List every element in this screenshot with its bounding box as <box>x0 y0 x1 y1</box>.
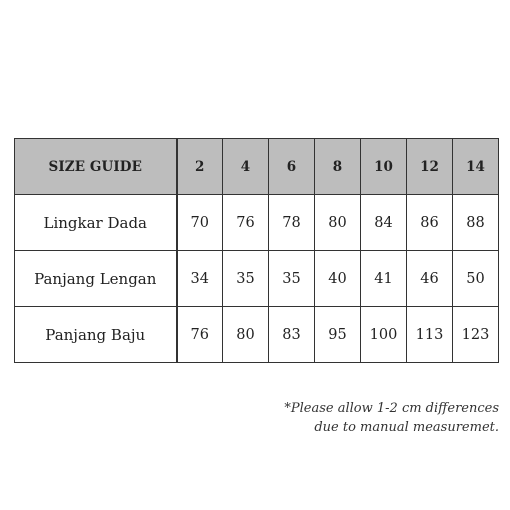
table-cell: 41 <box>361 251 407 307</box>
table-cell: 40 <box>315 251 361 307</box>
size-header: 6 <box>269 139 315 195</box>
table-cell: 100 <box>361 307 407 363</box>
table-cell: 95 <box>315 307 361 363</box>
size-guide-table <box>14 138 499 363</box>
table-row <box>15 307 499 363</box>
table-cell: 35 <box>269 251 315 307</box>
measurement-note <box>284 399 499 437</box>
table-cell: 80 <box>223 307 269 363</box>
size-header: 12 <box>407 139 453 195</box>
header-row <box>15 139 499 195</box>
size-header: 2 <box>177 139 223 195</box>
size-header: 8 <box>315 139 361 195</box>
table-cell: 76 <box>177 307 223 363</box>
table-cell: 35 <box>223 251 269 307</box>
size-guide-title: SIZE GUIDE <box>15 139 177 195</box>
table-cell: 84 <box>361 195 407 251</box>
table-cell: 50 <box>453 251 499 307</box>
table-cell: 86 <box>407 195 453 251</box>
table-row <box>15 251 499 307</box>
size-header: 4 <box>223 139 269 195</box>
table-cell: 123 <box>453 307 499 363</box>
table-cell: 70 <box>177 195 223 251</box>
table-row <box>15 195 499 251</box>
table-cell: 76 <box>223 195 269 251</box>
table-cell: 113 <box>407 307 453 363</box>
table-cell: 83 <box>269 307 315 363</box>
table-cell: 78 <box>269 195 315 251</box>
table-cell: 34 <box>177 251 223 307</box>
table-cell: 46 <box>407 251 453 307</box>
size-header: 10 <box>361 139 407 195</box>
size-header: 14 <box>453 139 499 195</box>
note-line-1: *Please allow 1-2 cm differences <box>284 401 499 416</box>
row-label: Panjang Baju <box>15 307 177 363</box>
table-cell: 80 <box>315 195 361 251</box>
table-cell: 88 <box>453 195 499 251</box>
row-label: Lingkar Dada <box>15 195 177 251</box>
note-line-2: due to manual measuremet. <box>314 420 499 435</box>
row-label: Panjang Lengan <box>15 251 177 307</box>
